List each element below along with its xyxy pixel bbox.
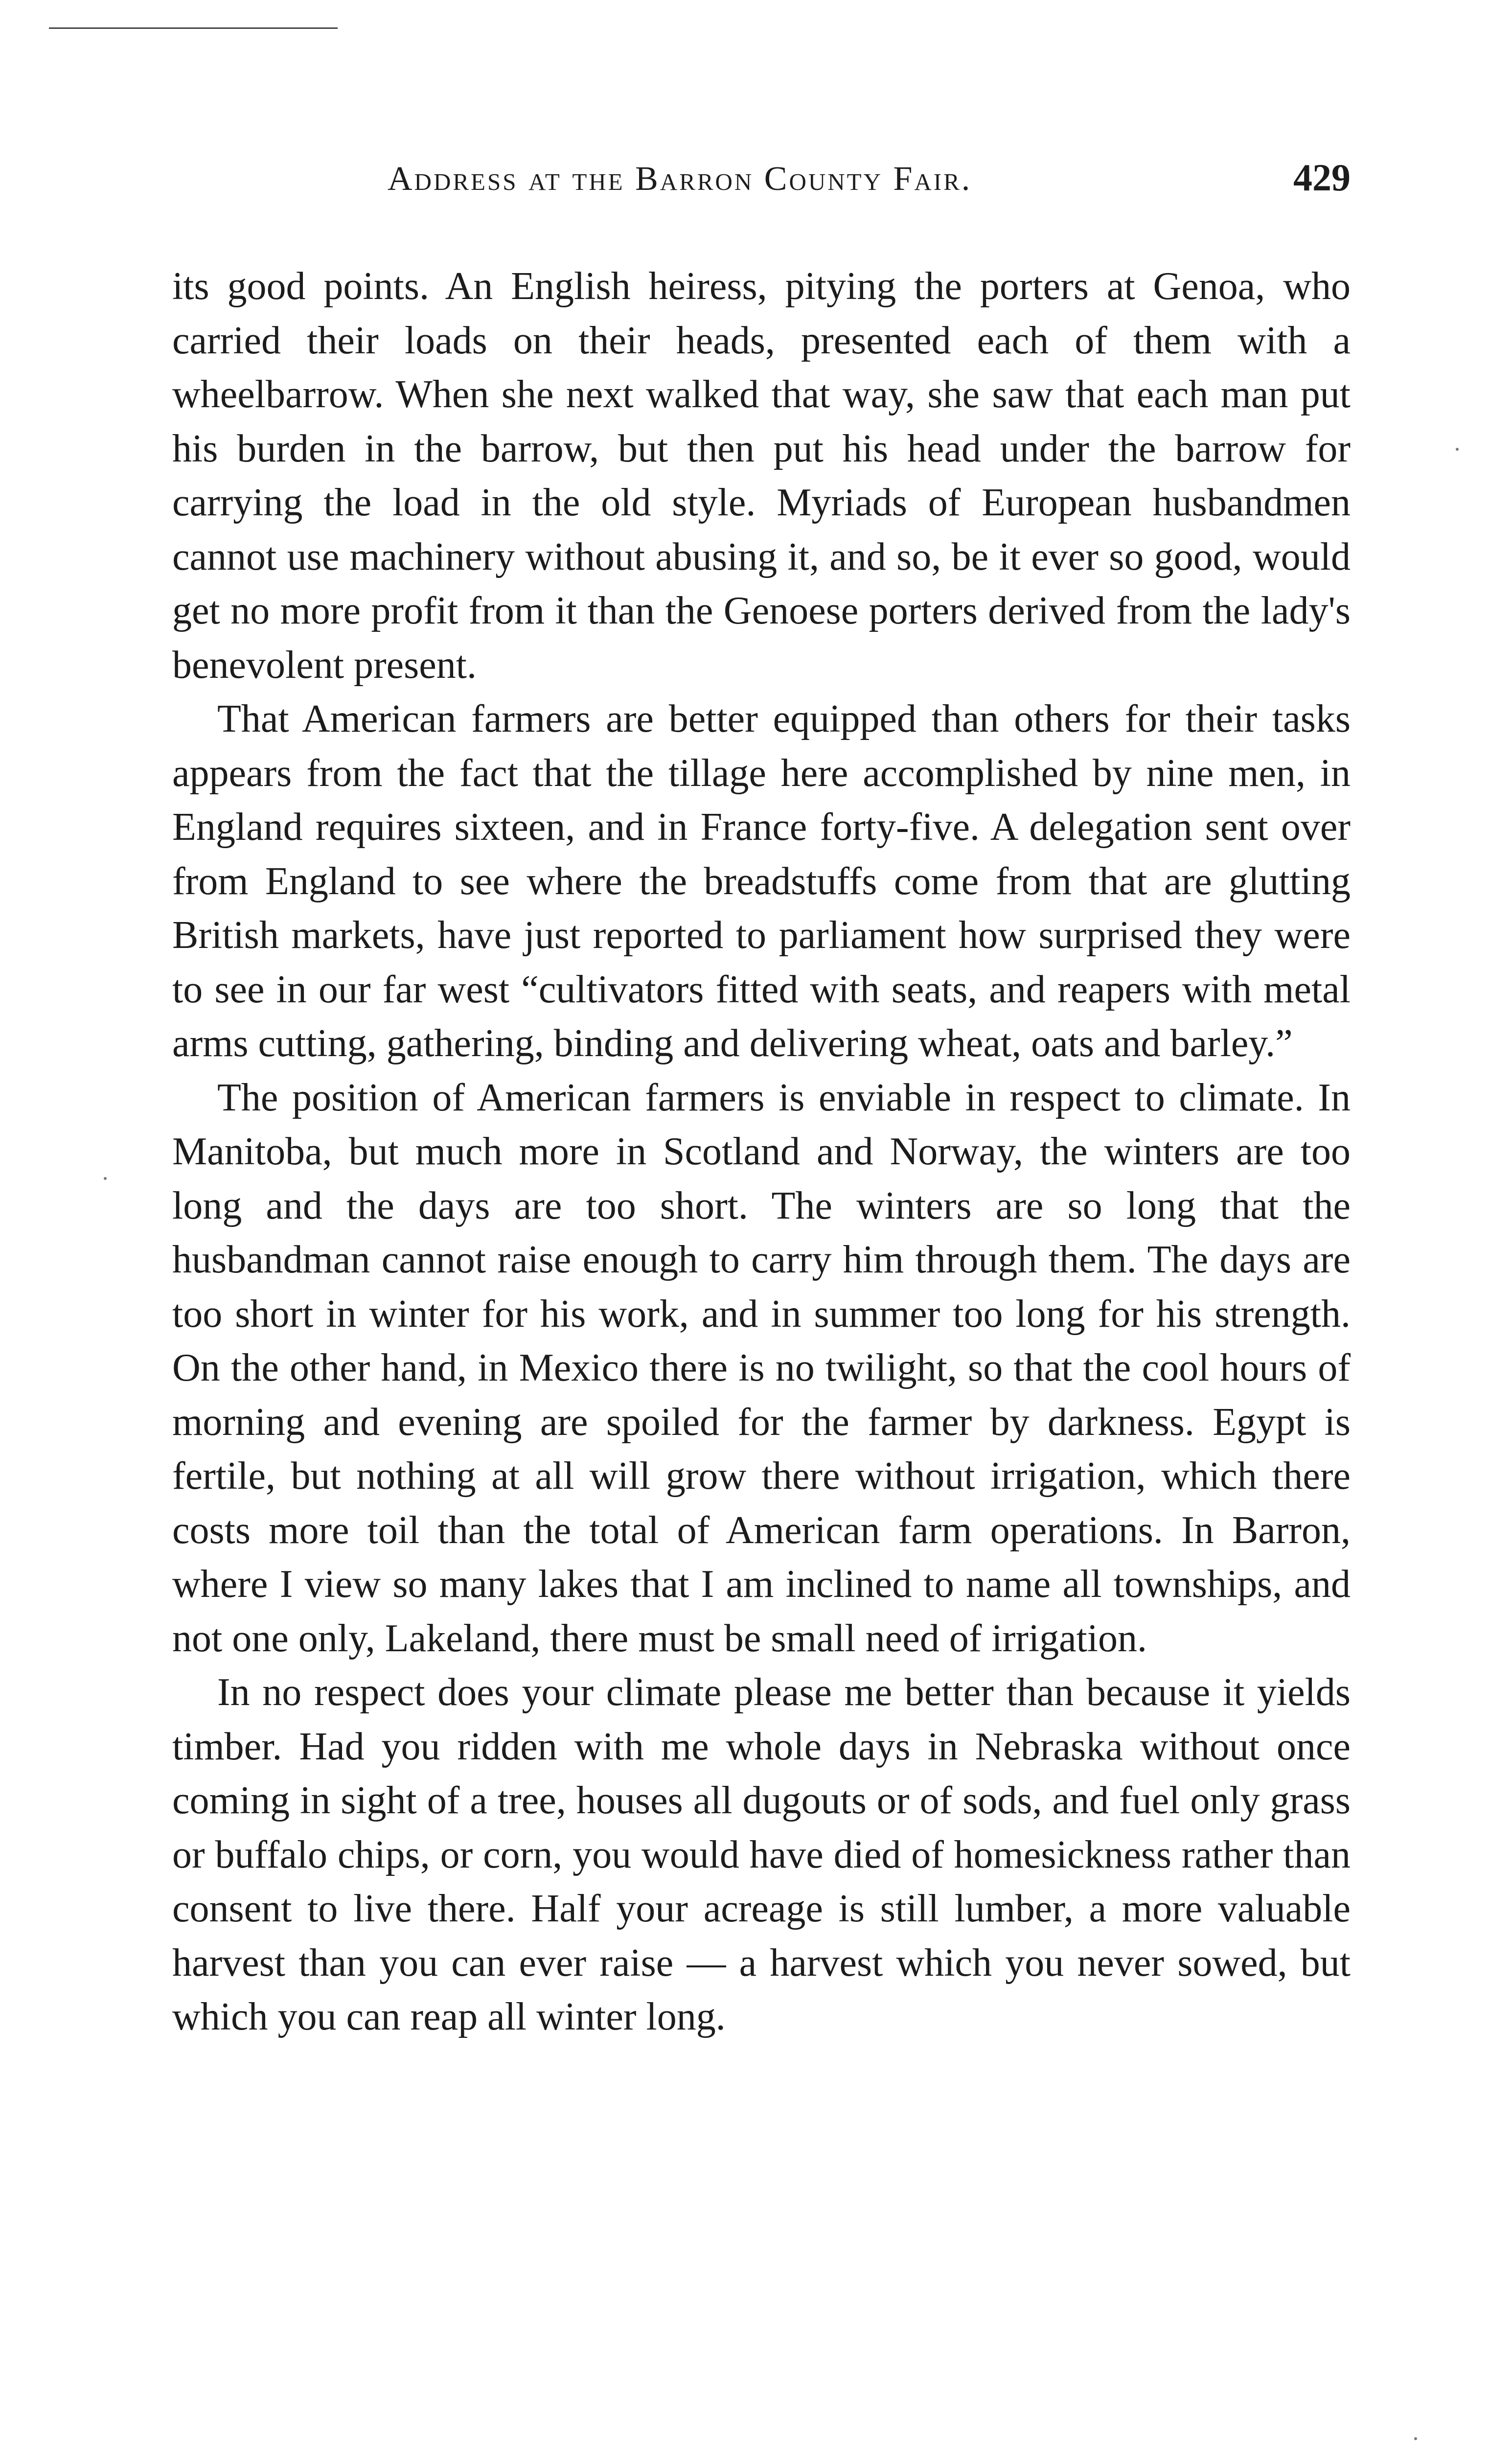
body-text (172, 259, 1351, 2044)
scan-speck (104, 1177, 107, 1180)
paragraph-2: That American farmers are better equipped than others for their tasks appears from the fact that the tillage here accomplished by nine men, in England requires sixteen, and in France forty-five. A delegation sent over from England to see where the breadstuffs come from that are glutting British markets, have just reported to parliament how surprised they were to see in our far west “cultivators fitted with seats, and reapers with metal arms cutting, gathering, binding and delivering wheat, oats and barley.” (172, 697, 1351, 1065)
scan-speck (1414, 2437, 1417, 2440)
running-head (172, 156, 1351, 209)
top-rule (49, 27, 338, 29)
page-number: 429 (1293, 156, 1351, 199)
running-head-title: Address at the Barron County Fair. (388, 160, 972, 198)
paragraph-1: its good points. An English heiress, pitying the porters at Genoa, who carried their loads on their heads, presented each of them with a wheelbarrow. When she next walked that way, she saw that each man put his burden in the barrow, but then put his head under the barrow for carrying the load in the old style. Myriads of European husbandmen cannot use machinery without abusing it, and so, be it ever so good, would get no more profit from it than the Genoese porters derived from the lady's benevolent present. (172, 265, 1351, 687)
paragraph-4: In no respect does your climate please me better than because it yields timber. Had you ridden with me whole days in Nebraska without once coming in sight of a tree, houses all dugouts or of sods, and fuel only grass or buffalo chips, or corn, you would have died of homesickness rather than consent to live there. Half your acreage is still lumber, a more valuable harvest than you can ever raise — a harvest which you never sowed, but which you can reap all winter long. (172, 1671, 1351, 2038)
paragraph-3: The position of American farmers is enviable in respect to climate. In Manitoba, but much more in Scotland and Norway, the winters are too long and the days are too short. The winters are so long that the husbandman cannot raise enough to carry him through them. The days are too short in winter for his work, and in summer too long for his strength. On the other hand, in Mexico there is no twilight, so that the cool hours of morning and evening are spoiled for the farmer by darkness. Egypt is fertile, but nothing at all will grow there without irrigation, which there costs more toil than the total of American farm operations. In Barron, where I view so many lakes that I am inclined to name all townships, and not one only, Lakeland, there must be small need of irrigation. (172, 1076, 1351, 1660)
scan-speck (1456, 448, 1459, 451)
